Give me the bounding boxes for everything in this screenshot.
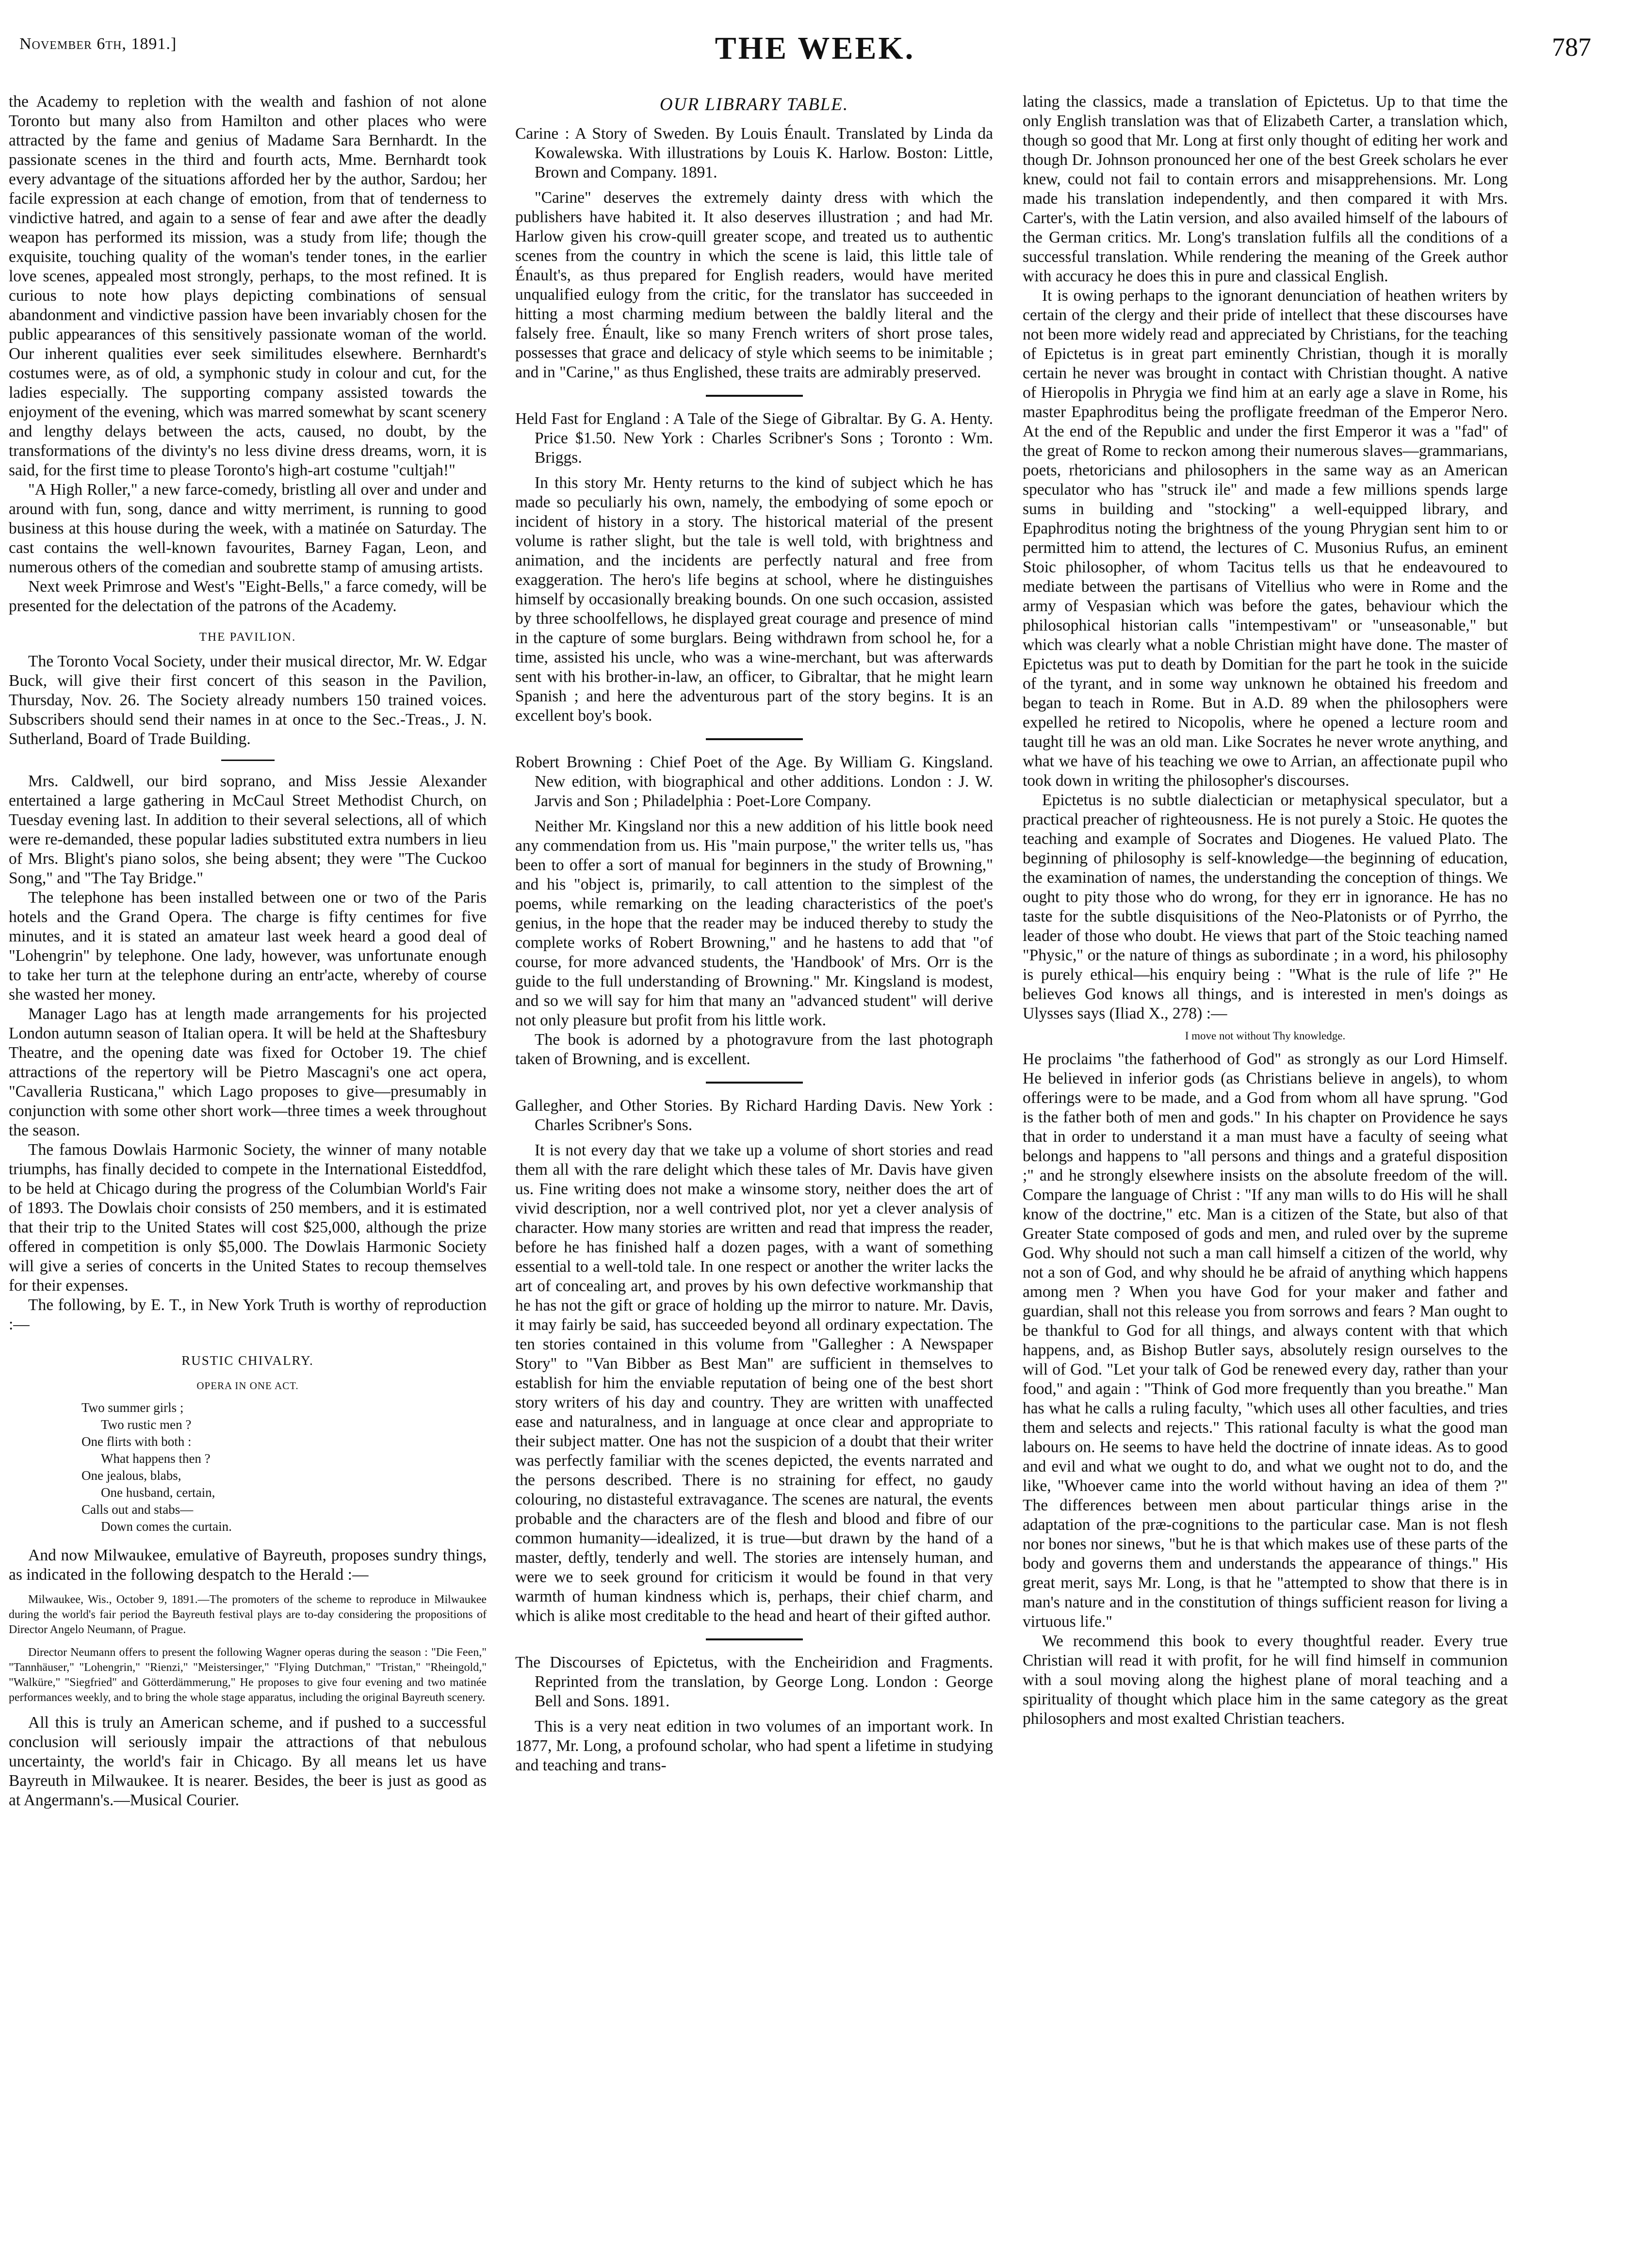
paragraph: And now Milwaukee, emulative of Bayreuth, proposes sundry things, as indicated in the following despatch to the Herald :— <box>9 1546 487 1584</box>
paragraph: the Academy to repletion with the wealth and fashion of not alone Toronto but many also from Hamilton and other places who were attracted by the fame and genius of Madame Sara Bernhardt. In the passionate scenes in the third and fourth acts, Mme. Bernhardt took every advantage of the situations afforded her by the author, Sardou; her facile expression at each change of emotion, from that of tenderness to vindictive hatred, and again to a sense of fear and awe after the deadly weapon has performed its mission, was a study from life; though the exquisite, touching quality of the woman's tender tones, in the earlier love scenes, appealed most strongly, perhaps, to the most refined. It is curious to note how plays depicting combinations of sensual abandonment and vindictive passion have been invariably chosen for the public appearances of this sensitively passionate woman of the world. Our inherent qualities ever seek similitudes elsewhere. Bernhardt's costumes were, as of old, a symphonic study in colour and cut, for the ladies especially. The supporting company assisted towards the enjoyment of the evening, which was marred somewhat by scant scenery and lengthy delays between the acts, caused, no doubt, by the transformations of the divinty's no less divine dress dreams, worn, it is said, for the first time to please Toronto's high-art costume "cultjah!" <box>9 93 487 479</box>
quoted-despatch: Milwaukee, Wis., October 9, 1891.—The promoters of the scheme to reproduce in Milwaukee during the world's fair period the Bayreuth festival plays are to-day considering the propositions of Director Angelo Neumann, of Prague. <box>9 1593 487 1636</box>
issue-date: November 6th, 1891.] <box>19 35 177 53</box>
paragraph: Next week Primrose and West's "Eight-Bells," a farce comedy, will be presented for the delectation of the patrons of the Academy. <box>9 578 487 615</box>
column-3 <box>1023 92 1508 2241</box>
poem <box>82 1399 487 1535</box>
paragraph: It is not every day that we take up a volume of short stories and read them all with the rare delight which these tales of Mr. Davis have given us. Fine writing does not make a winsome story, neither does the art of vivid description, nor a well contrived plot, nor yet a clever analysis of character. How many stories are written and read that impress the reader, before he has finished half a dozen pages, with a want of something essential to a well-told tale. In one respect or another the writer lacks the art of concealing art, and proves by his own defective workmanship that he has not the gift or grace of holding up the mirror to nature. Mr. Davis, it may fairly be said, has succeeded beyond all ordinary expectation. The ten stories contained in this volume from "Gallegher : A Newspaper Story" to "Van Bibber as Best Man" are sufficient in themselves to establish for him the enviable reputation of being one of the best short story writers of his day and country. They are written with unaffected ease and naturalness, and in language at once clear and appropriate to their subject matter. One has not the suspicion of a doubt that their writer was perfectly familiar with the scenes depicted, the events narrated and the persons described. There is no straining for effect, no gaudy colouring, no distasteful extravagance. The scenes are natural, the events probable and the characters are of the flesh and blood and fibre of our common humanity—idealized, it is true—but drawn by the hand of a master, deftly, tenderly and well. The stories are intensely human, and were we to seek ground for criticism it would be found in that very warmth of human kindness which is, perhaps, their chief charm, and which is alike most creditable to the head and heart of their gifted author. <box>515 1141 993 1625</box>
divider <box>221 760 275 761</box>
paragraph: The book is adorned by a photogravure from the last photograph taken of Browning, and is excellent. <box>515 1031 993 1068</box>
review-heading: Held Fast for England : A Tale of the Siege of Gibraltar. By G. A. Henty. Price $1.50. New York : Charles Scribner's Sons ; Toronto : Wm. Briggs. <box>515 410 993 467</box>
paragraph: We recommend this book to every thoughtful reader. Every true Christian will read it with profit, for he will find himself in communion with a soul moving along the highest plane of moral teaching and a spirituality of thought which place him in the same category as the great philosophers and most exalted Christian teachers. <box>1023 1632 1508 1728</box>
section-title: OUR LIBRARY TABLE. <box>659 95 849 114</box>
review-heading: Carine : A Story of Sweden. By Louis Énault. Translated by Linda da Kowalewska. With illustrations by Louis K. Harlow. Boston: Little, Brown and Company. 1891. <box>515 125 993 181</box>
page-number: 787 <box>1552 32 1591 62</box>
page-header <box>0 0 1630 102</box>
paragraph: It is owing perhaps to the ignorant denunciation of heathen writers by certain of the clergy and their pride of intellect that these discourses have not been more widely read and appreciated by Christians, for the teaching of Epictetus is in great part eminently Christian, though it is morally certain he never was brought in contact with Christian thought. A native of Hieropolis in Phrygia we find him at an early age a slave in Rome, his master Epaphroditus being the profligate freedman of the Emperor Nero. At the end of the Republic and under the first Emperor it was a "fad" of the great of Rome to reckon among their numerous slaves—grammarians, poets, rhetoricians and philosophers in the same way as an American speculator who has "struck ile" and made a few millions spends large sums in building and "stocking" a well-equipped library, and Epaphroditus noting the brightness of the young Phrygian sent him to or permitted him to attend, the lectures of C. Musonius Rufus, an eminent Stoic philosopher, of whom Tacitus tells us that he endeavoured to mediate between the partisans of Vitellius who were in Rome and the army of Vespasian which was before the gates, behaviour which the philosophical historian calls "intempestivam" or "unseasonable," but which was clearly what a noble Christian might have done. The master of Epictetus was put to death by Domitian for the part he took in the suicide of the tyrant, and in some way unknown he obtained his freedom and began to teach in Rome. But in A.D. 89 when the philosophers were expelled he retired to Nicopolis, where he opened a lecture room and taught till he was an old man. Like Socrates he never wrote anything, and what we have of his teaching we owe to Arrian, an affectionate pupil who took down in writing the philosopher's discourses. <box>1023 287 1508 790</box>
review-heading: The Discourses of Epictetus, with the Encheiridion and Fragments. Reprinted from the translation, by George Long. London : George Bell and Sons. 1891. <box>515 1653 993 1710</box>
paragraph: Mrs. Caldwell, our bird soprano, and Miss Jessie Alexander entertained a large gathering in McCaul Street Methodist Church, on Tuesday evening last. In addition to their several selections, all of which were re-demanded, these popular ladies substituted extra numbers in lieu of Mrs. Blight's piano solos, she being absent; they were "The Cuckoo Song," and "The Tay Bridge." <box>9 772 487 887</box>
divider <box>706 395 803 397</box>
review-heading: Gallegher, and Other Stories. By Richard Harding Davis. New York : Charles Scribner's Sons. <box>515 1097 993 1134</box>
poem-line: Calls out and stabs— <box>82 1502 194 1517</box>
paragraph: This is a very neat edition in two volumes of an important work. In 1877, Mr. Long, a profound scholar, who had spent a lifetime in studying and teaching and trans- <box>515 1717 993 1774</box>
divider <box>706 1082 803 1084</box>
paragraph: Epictetus is no subtle dialectician or metaphysical speculator, but a practical preacher of righteousness. He is not purely a Stoic. He quotes the teaching and example of Socrates and Diogenes. He valued Plato. The beginning of philosophy is self-knowledge—the beginning of education, the examination of names, the understanding the conception of things. We ought to pity those who do wrong, for they err in ignorance. He has no taste for the subtle disquisitions of the Neo-Platonists or of Pyrrho, the leader of those who doubt. He views that part of the Stoic teaching named "Physic," or the nature of things as subordinate ; in a word, his philosophy is purely ethical—his enquiry being : "What is the rule of life ?" He believes God knows all things, and is interested in men's doings as Ulysses says (Iliad X., 278) :— <box>1023 791 1508 1022</box>
review-heading: Robert Browning : Chief Poet of the Age. By William G. Kingsland. New edition, with biographical and other additions. London : J. W. Jarvis and Son ; Philadelphia : Poet-Lore Company. <box>515 753 993 810</box>
paragraph: The Toronto Vocal Society, under their musical director, Mr. W. Edgar Buck, will give their first concert of this season in the Pavilion, Thursday, Nov. 26. The Society already numbers 150 trained voices. Subscribers should send their names in at once to the Sec.-Treas., J. N. Sutherland, Board of Trade Building. <box>9 652 487 748</box>
poem-line: Down comes the curtain. <box>101 1519 232 1534</box>
poem-line: One jealous, blabs, <box>82 1468 181 1483</box>
quoted-despatch: Director Neumann offers to present the following Wagner operas during the season : "Die Feen," "Tannhäuser," "Lohengrin," "Rienzi," "Meistersinger," "Flying Dutchman," "Tristan," "Rheingold," "Walküre," "Siegfried" and Götterdämmerung," He proposes to give four evening and two matinée performances weekly, and to bring the whole stage apparatus, including the original Bayreuth scenery. <box>9 1646 487 1704</box>
paragraph: "A High Roller," a new farce-comedy, bristling all over and under and around with fun, song, dance and witty merriment, is running to good business at this house during the week, with a matinée on Saturday. The cast contains the well-known favourites, Barney Fagan, Leon, and numerous others of the comedian and soubrette stamp of amusing artists. <box>9 481 487 576</box>
poem-line: What happens then ? <box>101 1451 211 1466</box>
poem-line: Two summer girls ; <box>82 1400 184 1415</box>
paragraph: The telephone has been installed between one or two of the Paris hotels and the Grand Opera. The charge is fifty centimes for five minutes, and it is stated an amateur last week heard a good deal of "Lohengrin" by telephone. One lady, however, was unfortunate enough to take her turn at the telephone during an entr'acte, whereby of course she wasted her money. <box>9 889 487 1004</box>
verse-quotation: I move not without Thy knowledge. <box>1185 1030 1346 1042</box>
divider <box>706 1638 803 1640</box>
paragraph: In this story Mr. Henty returns to the kind of subject which he has made so peculiarly his own, namely, the embodying of some epoch or incident of history in a story. The historical material of the present volume is rather slight, but the tale is well told, with brightness and animation, and the incidents are perfectly natural and free from exaggeration. The hero's life begins at school, where he distinguishes himself by occasionally breaking bounds. On one such occasion, assisted by three schoolfellows, he displayed great courage and presence of mind in the capture of some burglars. Being withdrawn from school he, for a time, assisted his uncle, who was a wine-merchant, but was afterwards sent with his brother-in-law, an officer, to Gibraltar, that he might learn Spanish ; and here the adventurous part of the story begins. It is an excellent boy's book. <box>515 474 993 725</box>
divider <box>706 738 803 740</box>
masthead-title: THE WEEK. <box>715 31 915 66</box>
paragraph: All this is truly an American scheme, and if pushed to a successful conclusion will seriously impair the attractions of that nebulous uncertainty, the world's fair in Chicago. By all means let us have Bayreuth in Milwaukee. It is nearer. Besides, the beer is just as good as at Angermann's.—Musical Courier. <box>9 1714 487 1809</box>
paragraph: The famous Dowlais Harmonic Society, the winner of many notable triumphs, has finally decided to compete in the International Eisteddfod, to be held at Chicago during the progress of the Columbian World's Fair of 1893. The Dowlais choir consists of 250 members, and it is estimated that their trip to the United States will cost $25,000, although the prize offered in competition is only $5,000. The Dowlais Harmonic Society will give a series of concerts in the United States to recoup themselves for their expenses. <box>9 1141 487 1295</box>
poem-line: One husband, certain, <box>101 1485 215 1500</box>
section-subhead: THE PAVILION. <box>199 631 296 644</box>
column-2 <box>515 92 993 2241</box>
paragraph: Neither Mr. Kingsland nor this a new addition of his little book need any commendation from us. His "main purpose," the writer tells us, "has been to offer a sort of manual for beginners in the study of Browning," and his "object is, primarily, to call attention to the simplest of the poems, while remarking on the leading characteristics of the poet's genius, in the hope that the reader may be induced thereby to study the complete works of Robert Browning," and he hastens to add that "of course, for more advanced students, the 'Handbook' of Mrs. Orr is the guide to the full understanding of Browning." Mr. Kingsland is modest, and so we will say for him that many an "advanced student" will derive not only pleasure but profit from his little work. <box>515 817 993 1029</box>
poem-line: Two rustic men ? <box>101 1417 192 1432</box>
paragraph: Manager Lago has at length made arrangements for his projected London autumn season of Italian opera. It will be held at the Shaftesbury Theatre, and the opening date was fixed for October 19. The chief attractions of the repertory will be Pietro Mascagni's one act opera, "Cavalleria Rusticana," which Lago proposes to give—presumably in conjunction with some other short work—three times a week throughout the season. <box>9 1005 487 1139</box>
paragraph: "Carine" deserves the extremely dainty dress with which the publishers have habited it. It also deserves illustration ; and had Mr. Harlow given his crow-quill greater scope, and treated us to authentic scenes from the country in which the scene is laid, this little tale of Énault's, as thus prepared for English readers, would have merited unqualified eulogy from the critic, for the translator has succeeded in hitting a most charming medium between the baldly literal and the falsely free. Énault, like so many French writers of short prose tales, possesses that grace and delicacy of style which seems to be inimitable ; and in "Carine," as thus Englished, these traits are admirably preserved. <box>515 189 993 381</box>
column-1 <box>9 92 487 2241</box>
poem-title: RUSTIC CHIVALRY. <box>181 1353 314 1368</box>
paragraph: The following, by E. T., in New York Truth is worthy of reproduction :— <box>9 1296 487 1333</box>
paragraph: lating the classics, made a translation of Epictetus. Up to that time the only English translation was that of Elizabeth Carter, a translation which, though so good that Mr. Long at first only thought of editing her work and though Dr. Johnson pronounced her one of the best Greek scholars he ever knew, could not fail to contain errors and misapprehensions. Mr. Long made his translation independently, and then compared it with Mrs. Carter's, with the Latin version, and also availed himself of the labours of the German critics. Mr. Long's translation fulfils all the conditions of a successful translation. While rendering the meaning of the Greek author with accuracy he does this in pure and classical English. <box>1023 93 1508 285</box>
poem-line: One flirts with both : <box>82 1434 192 1449</box>
poem-subtitle: OPERA IN ONE ACT. <box>196 1380 299 1392</box>
paragraph: He proclaims "the fatherhood of God" as strongly as our Lord Himself. He believed in inferior gods (as Christians believe in angels), to whom offerings were to be made, and a God from whom all have sprung. "God is the father both of men and gods." In his chapter on Providence he says that in order to understand it a man must have a faculty of seeing what belongs and happens to "all persons and things and a grateful disposition ;" and he strongly elsewhere insists on the absolute freedom of the will. Compare the language of Christ : "If any man wills to do His will he shall know of the doctrine," etc. Man is a citizen of the State, but also of that Greater State composed of gods and men, and ruled over by the supreme God. Why should not such a man call himself a citizen of the world, why not a son of God, and why should he be afraid of anything which happens among men ? When you have God for your maker and father and guardian, shall not this release you from sorrows and fears ? Man ought to be thankful to God for all things, and always content with that which happens, and, as Bishop Butler says, absolutely resign ourselves to the will of God. "Let your talk of God be renewed every day, rather than your food," and again : "Think of God more frequently than you breathe." Man has what he calls a ruling faculty, "which uses all other faculties, and tries them and selects and rejects." This rational faculty is what the good man labours on. He seems to have held the doctrine of innate ideas. As to good and evil and what we ought to do, and what we ought not to do, and the like, "Whoever came into the world without having an idea of them ?" The differences between men about particular things arise in the adaptation of the præ-cognitions to the particular case. Man is not flesh nor bones nor sinews, "but he is that which makes use of these parts of the body and governs them and understands the appearance of things." His great merit, says Mr. Long, is that he "attempted to show that there is in man's nature and in the constitution of things sufficient reason for living a virtuous life." <box>1023 1050 1508 1631</box>
